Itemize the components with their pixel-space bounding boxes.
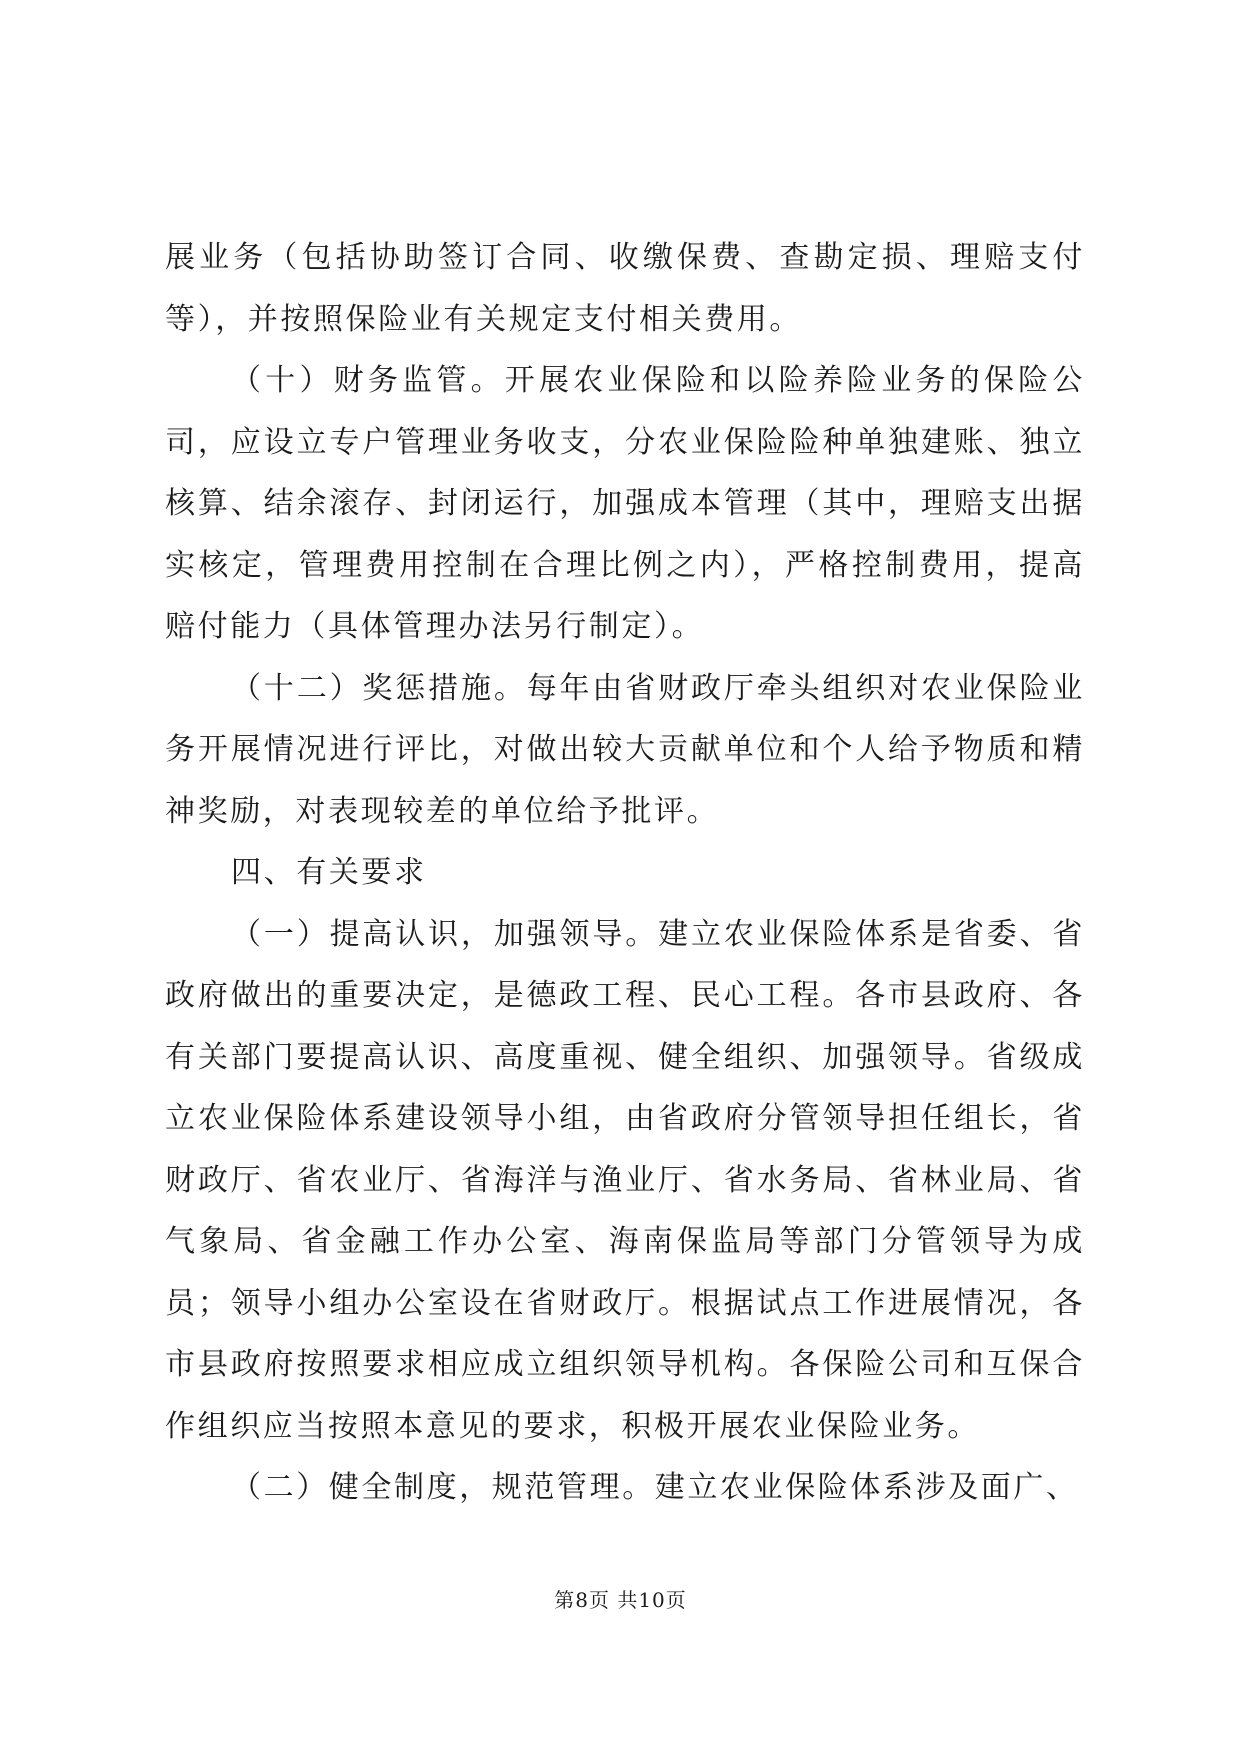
paragraph-req-1-leadership: （一）提高认识，加强领导。建立农业保险体系是省委、省政府做出的重要决定，是德政工程、民心工程。各市县政府、各有关部门要提高认识、高度重视、健全组织、加强领导。省级成立农业保险体系建设领导小组，由省政府分管领导担任组长，省财政厅、省农业厅、省海洋与渔业厅、省水务局、省林业局、省气象局、省金融工作办公室、海南保监局等部门分管领导为成员；领导小组办公室设在省财政厅。根据试点工作进展情况，各市县政府按照要求相应成立组织领导机构。各保险公司和互保合作组织应当按照本意见的要求，积极开展农业保险业务。	[165, 916, 1085, 1444]
page-number-footer: 第8页 共10页	[554, 1588, 687, 1612]
paragraph-req-2-system: （二）健全制度，规范管理。建立农业保险体系涉及面广、	[231, 1470, 1079, 1505]
paragraph-item-12-reward: （十二）奖惩措施。每年由省财政厅牵头组织对农业保险业务开展情况进行评比，对做出较大贡献单位和个人给予物质和精神奖励，对表现较差的单位给予批评。	[165, 670, 1085, 829]
paragraph-item-10-finance: （十）财务监管。开展农业保险和以险养险业务的保险公司，应设立专户管理业务收支，分农业保险险种单独建账、独立核算、结余滚存、封闭运行，加强成本管理（其中，理赔支出据实核定，管理费用控制在合理比例之内），严格控制费用，提高赔付能力（具体管理办法另行制定）。	[165, 363, 1085, 644]
section-heading-requirements: 四、有关要求	[231, 855, 427, 890]
document-body	[165, 227, 1085, 1519]
paragraph-continued-business: 展业务（包括协助签订合同、收缴保费、查勘定损、理赔支付等），并按照保险业有关规定支付相关费用。	[165, 240, 1085, 337]
